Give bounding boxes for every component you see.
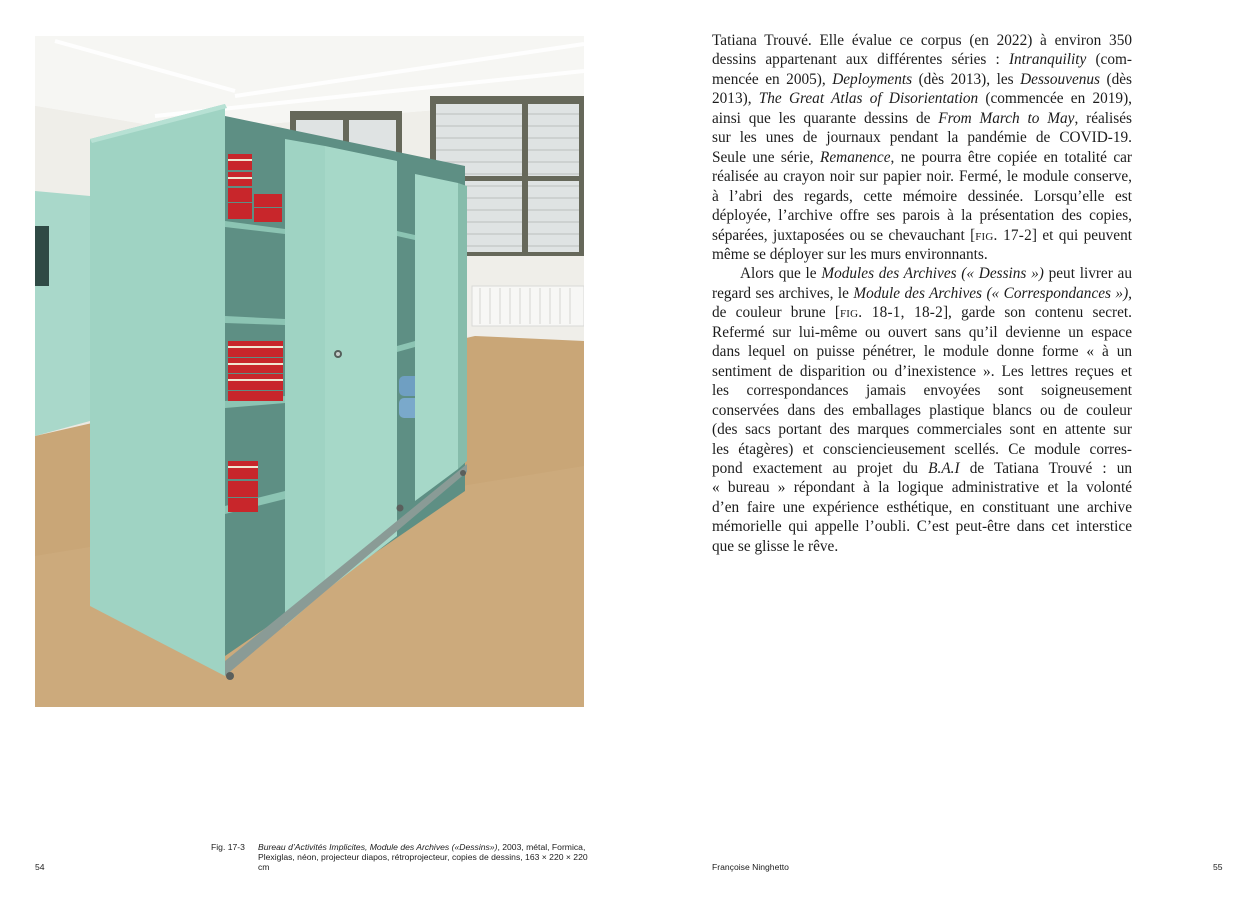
text-run: à l’abri des regards, cette mémoire dessinée. Lorsqu’elle est xyxy=(712,187,1132,205)
text-line xyxy=(712,478,1132,497)
text-line xyxy=(712,70,1132,89)
text-line xyxy=(712,128,1132,147)
text-line xyxy=(712,50,1132,69)
text-run: Refermé sur lui-même ou ouvert sans qu’il devienne un espace xyxy=(712,323,1132,341)
text-run: (dès xyxy=(1100,70,1132,88)
text-run: fig. 17-2 xyxy=(975,226,1032,244)
text-run: Modules des Archives (« Dessins ») xyxy=(821,265,1044,283)
text-line xyxy=(712,459,1132,478)
left-page xyxy=(0,0,629,904)
text-run: Tatiana Trouvé. Elle évalue ce corpus (en 2022) à environ 350 xyxy=(712,32,1132,49)
text-line xyxy=(712,401,1132,420)
text-run: réalisée au crayon noir sur papier noir. Fermé, le module conserve, xyxy=(712,168,1132,186)
cabinet-installation-image xyxy=(35,36,584,707)
text-run: ], garde son contenu secret. xyxy=(942,304,1132,322)
text-run: (des sacs portant des marques commerciales sont en attente sur xyxy=(712,421,1132,439)
text-line xyxy=(712,109,1132,128)
text-run: sentiment de disparition ou d’inexistence ». Les lettres reçues et xyxy=(712,362,1132,380)
text-run: Seule une série, xyxy=(712,148,821,166)
text-run: d’en faire une expérience esthétique, en constituant une archive xyxy=(712,498,1132,516)
text-run: ainsi que les quarante dessins de xyxy=(712,109,939,127)
text-run: The Great Atlas of Disorientation xyxy=(758,90,979,108)
text-run: mémorielle qui appelle l’oubli. C’est peut-être dans cet interstice xyxy=(712,518,1132,536)
text-run: From March to May xyxy=(938,109,1075,127)
text-line xyxy=(712,362,1132,381)
text-run: dans lequel on puisse pénétrer, le module donne forme « à un xyxy=(712,343,1132,361)
text-run: Module des Archives (« Correspondances »), xyxy=(853,284,1132,302)
text-run: Intranquility xyxy=(1008,51,1087,69)
text-run: (dès 2013), les xyxy=(912,70,1021,88)
text-run: Dessouvenus xyxy=(1020,70,1100,88)
text-run: sur les unes de journaux pendant la pandémie de COVID-19. xyxy=(712,129,1132,147)
text-run: mencée en 2005), xyxy=(712,70,833,88)
text-line xyxy=(712,226,1132,245)
text-run: déployée, l’archive offre ses parois à la présentation des copies, xyxy=(712,207,1132,225)
text-run: les étagères) et consciencieusement scellés. Ce module corres- xyxy=(712,440,1132,458)
page-number-left: 54 xyxy=(35,862,45,872)
text-line xyxy=(712,303,1132,322)
text-line xyxy=(712,284,1132,303)
text-run: (com- xyxy=(1086,51,1132,69)
text-line xyxy=(712,323,1132,342)
text-line xyxy=(712,517,1132,536)
text-line xyxy=(712,167,1132,186)
text-run: fig. 18-1, 18-2 xyxy=(839,304,943,322)
page-number-right: 55 xyxy=(1213,862,1223,872)
text-run: pond exactement au projet du xyxy=(712,459,929,477)
text-run: les correspondances jamais envoyées sont soigneusement xyxy=(712,382,1132,400)
text-line xyxy=(712,381,1132,400)
text-run: regard ses archives, le xyxy=(712,284,854,302)
text-run: « bureau » répondant à la logique administrative et la volonté xyxy=(712,479,1132,497)
text-run: , ne pourra être copiée en totalité car xyxy=(890,148,1132,166)
text-run: (commencée en 2019), xyxy=(978,90,1132,108)
text-run: peut livrer au xyxy=(1043,265,1132,283)
text-run: Deployments xyxy=(832,70,913,88)
text-run: que se glisse le rêve. xyxy=(712,537,839,555)
text-line xyxy=(712,342,1132,361)
text-run: , réalisés xyxy=(1074,109,1132,127)
text-line xyxy=(712,245,1132,264)
text-line xyxy=(712,498,1132,517)
text-run: Remanence xyxy=(820,148,891,166)
body-text xyxy=(712,31,1132,556)
text-line xyxy=(712,420,1132,439)
text-line xyxy=(712,89,1132,108)
figure-label: Fig. 17-3 xyxy=(211,842,245,852)
text-run: même se déployer sur les murs environnants. xyxy=(712,245,988,263)
text-run: conservées dans des emballages plastique blancs ou de couleur xyxy=(712,401,1132,419)
text-line xyxy=(712,187,1132,206)
text-line xyxy=(712,31,1132,50)
text-run: de Tatiana Trouvé : un xyxy=(959,459,1132,477)
text-line xyxy=(712,440,1132,459)
text-run: ] et qui peuvent xyxy=(1031,226,1132,244)
text-line xyxy=(712,537,1132,556)
caption-artwork-title: Bureau d’Activités Implicites, Module des Archives («Dessins») xyxy=(258,842,498,852)
text-run: B.A.I xyxy=(928,459,960,477)
running-footer-author: Françoise Ninghetto xyxy=(712,862,789,872)
text-line xyxy=(712,206,1132,225)
text-line xyxy=(712,148,1132,167)
text-run: Alors que le xyxy=(740,265,822,283)
text-run: de couleur brune [ xyxy=(712,304,840,322)
text-line xyxy=(712,264,1132,283)
figure-caption xyxy=(258,842,593,872)
artwork-photo xyxy=(35,36,584,707)
text-run: séparées, juxtaposées ou se chevauchant [ xyxy=(712,226,976,244)
caption-details: , 2003, métal, Formica, Plexiglas, néon, projecteur diapos, rétroprojecteur, copies de dessins, 163 × 220 × 220 cm xyxy=(258,842,588,872)
text-run: 2013), xyxy=(712,90,759,108)
text-run: dessins appartenant aux différentes séries : xyxy=(712,51,1009,69)
